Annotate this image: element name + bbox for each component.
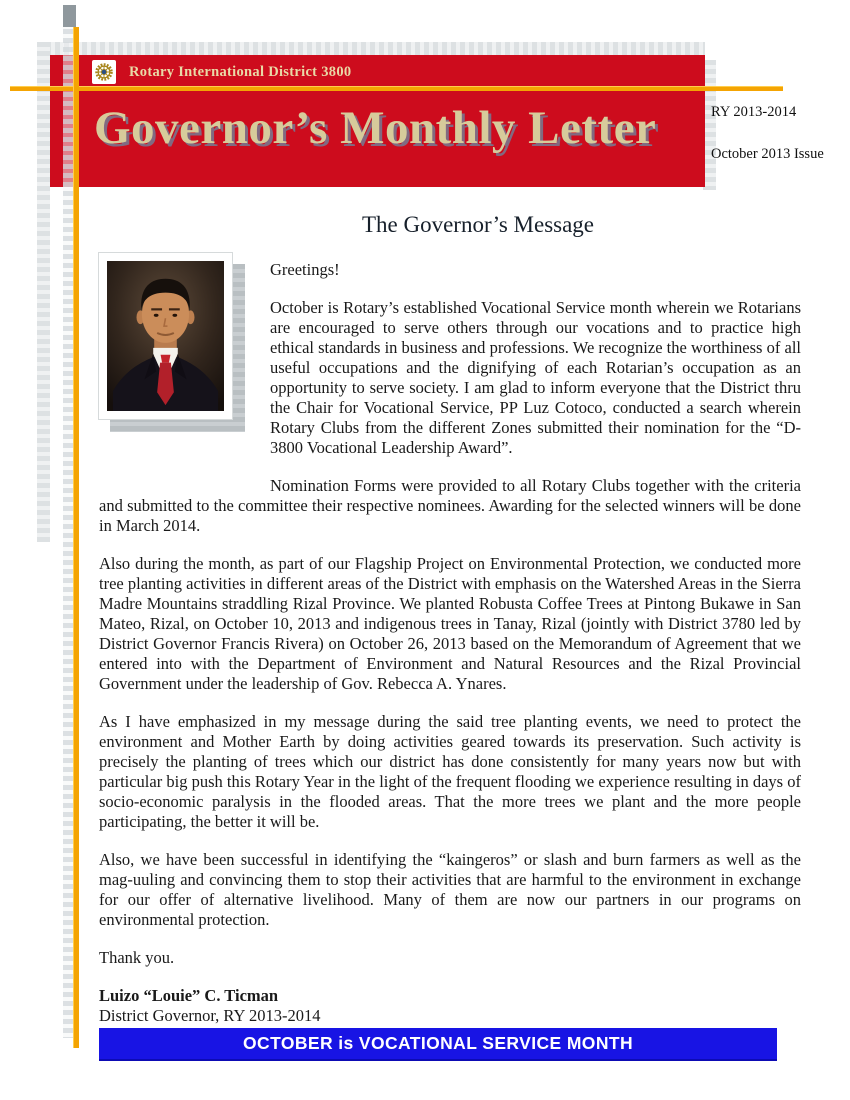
rotary-year-label: RY 2013-2014 bbox=[711, 104, 797, 120]
closing-text: Thank you. bbox=[99, 948, 175, 967]
vertical-line-shadow bbox=[63, 20, 73, 1038]
signature-name: Luizo “Louie” C. Ticman bbox=[99, 986, 279, 1005]
newsletter-title: Governor’s Monthly Letter bbox=[94, 102, 657, 154]
masthead-banner bbox=[50, 55, 705, 187]
accent-gold-vertical-line bbox=[73, 27, 79, 1048]
message-paragraph: Also during the month, as part of our Flagship Project on Environmental Protection, we conducted more tree planting activities in different areas of the District with emphasis on the Watershed Areas in the Sierra Madre Mountains straddling Rizal Province. We planted Robusta Coffee Trees at Pintong Bukawe in San Mateo, Rizal, on October 10, 2013 and indigenous trees in Tanay, Rizal (jointly with District 3780 led by District Governor Francis Rivera) on October 26, 2013 based on the Memorandum of Agreement that we entered into with the Department of Environment and Natural Resources and the Rizal Provincial Government under the leadership of Gov. Rebecca A. Ynares. bbox=[99, 554, 801, 693]
issue-info bbox=[711, 104, 824, 163]
signature-title: District Governor, RY 2013-2014 bbox=[99, 1006, 321, 1025]
footer-banner bbox=[99, 1028, 777, 1061]
message-paragraph: October is Rotary’s established Vocational Service month wherein we Rotarians are encouraged to serve others through our vocations and to practice high ethical standards in business and professions. We recognize the worthiness of all useful occupations and the dignifying of each Rotarian’s occupation as an opportunity to serve society. I am glad to inform everyone that the District thru the Chair for Vocational Service, PP Luz Cotoco, conducted a search wherein Rotary Clubs from the different Zones submitted their nomination for the “D-3800 Vocational Leadership Award”. bbox=[270, 298, 801, 457]
message-body bbox=[99, 260, 801, 1046]
accent-gold-horizontal-line bbox=[10, 86, 783, 91]
vertical-line-cap bbox=[63, 5, 76, 27]
message-heading: The Governor’s Message bbox=[361, 212, 595, 237]
message-paragraph: Nomination Forms were provided to all Rotary Clubs together with the criteria and submitted to the committee their respective nominees. Awarding for the selected winners will be done in March 2014. bbox=[99, 476, 801, 535]
photo-spacer bbox=[99, 260, 270, 477]
greeting-text: Greetings! bbox=[270, 260, 340, 279]
district-label: Rotary International District 3800 bbox=[129, 63, 352, 80]
banner-shadow-left bbox=[37, 42, 50, 542]
issue-date-label: October 2013 Issue bbox=[711, 146, 824, 162]
footer-banner-text: OCTOBER is VOCATIONAL SERVICE MONTH bbox=[243, 1033, 633, 1053]
message-paragraph: Also, we have been successful in identifying the “kaingeros” or slash and burn farmers as well as the mag-uuling and convincing them to stop their activities that are harmful to the environment in exchange for our offer of alternative livelihood. Many of them are now our partners in our programs on environmental protection. bbox=[99, 850, 801, 929]
banner-shadow-top bbox=[37, 42, 705, 55]
message-paragraph: As I have emphasized in my message during the said tree planting events, we need to protect the environment and Mother Earth by doing activities geared towards its preservation. Such activity is precisely the planting of trees which our district has done consistently for many years now but with particular big push this Rotary Year in the light of the frequent flooding we experience resulting in days of socio-economic paralysis in the flooded areas. That the more trees we plant and the more people participating, the better it will be. bbox=[99, 712, 801, 831]
rotary-wheel-icon bbox=[92, 60, 116, 84]
